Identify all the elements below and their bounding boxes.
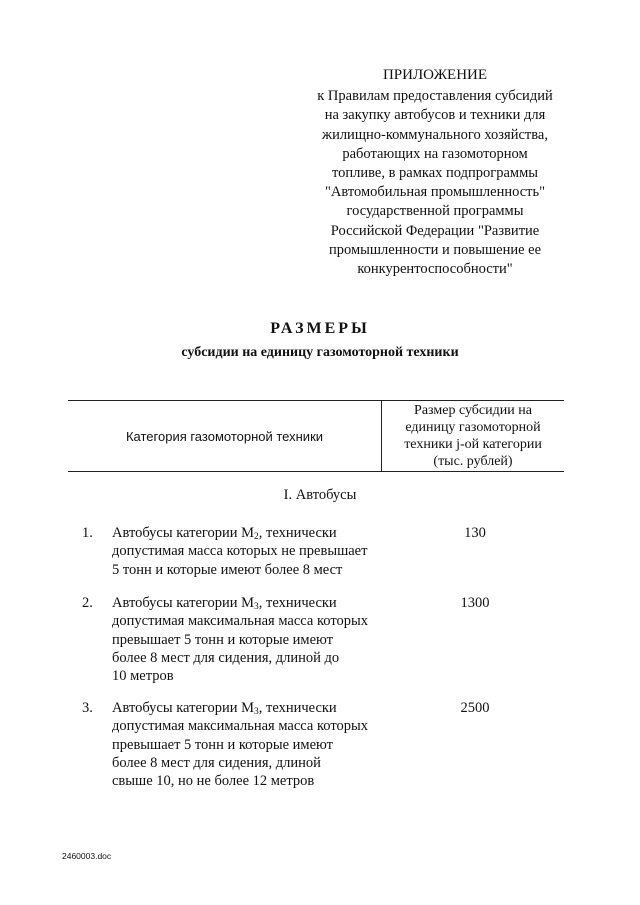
- row-prefix: Автобусы категории М: [112, 700, 255, 716]
- row-line: допустимая максимальная масса которых: [112, 613, 368, 630]
- row-value: 2500: [460, 700, 490, 716]
- row-first-line-rest: , технически: [258, 525, 337, 541]
- row-description: [112, 699, 392, 790]
- document-title: РАЗМЕРЫ: [270, 320, 370, 337]
- appendix-line: топливе, в рамках подпрограммы: [331, 165, 539, 182]
- appendix-line: работающих на газомоторном: [342, 145, 528, 162]
- category-column-header: Категория газомоторной техники: [68, 401, 382, 471]
- row-line: более 8 мест для сидения, длиной: [112, 754, 321, 771]
- appendix-line: промышленности и повышение ее: [328, 241, 542, 258]
- appendix-line: "Автомобильная промышленность": [324, 184, 546, 201]
- document-subtitle: субсидии на единицу газомоторной техники: [181, 345, 459, 360]
- row-line: более 8 мест для сидения, длиной до: [112, 649, 340, 666]
- row-first-line-rest: , технически: [258, 595, 337, 611]
- amount-header-line: (тыс. рублей): [433, 454, 513, 469]
- table-header: [68, 400, 564, 472]
- amount-header-line: Размер субсидии на: [414, 403, 532, 418]
- row-line: допустимая максимальная масса которых: [112, 718, 368, 735]
- amount-column-header: [382, 401, 564, 471]
- row-subscript: 2: [254, 532, 259, 542]
- section-heading: I. Автобусы: [283, 487, 357, 503]
- row-description: [112, 524, 392, 579]
- row-first-line-rest: , технически: [258, 700, 337, 716]
- row-line: 5 тонн и которые имеют более 8 мест: [112, 561, 343, 578]
- row-line: превышает 5 тонн и которые имеют: [112, 631, 333, 648]
- row-value: 1300: [460, 595, 490, 611]
- row-subscript: 3: [254, 602, 259, 612]
- row-value: 130: [464, 525, 486, 541]
- amount-header-line: техники j-ой категории: [404, 437, 542, 452]
- row-prefix: Автобусы категории М: [112, 595, 255, 611]
- row-description: [112, 594, 392, 685]
- appendix-line: на закупку автобусов и техники для: [324, 107, 546, 124]
- row-number: 2.: [82, 595, 93, 611]
- appendix-line: конкурентоспособности": [357, 261, 513, 278]
- appendix-line: к Правилам предоставления субсидий: [317, 88, 553, 105]
- appendix-line: жилищно-коммунального хозяйства,: [322, 126, 548, 143]
- amount-header-line: единицу газомоторной: [405, 420, 541, 435]
- appendix-block: [300, 66, 570, 279]
- row-number: 3.: [82, 700, 93, 716]
- row-subscript: 3: [254, 707, 259, 717]
- row-number: 1.: [82, 525, 93, 541]
- file-name-footer: 2460003.doc: [62, 851, 112, 861]
- appendix-line: Российской Федерации "Развитие: [330, 222, 540, 239]
- row-line: допустимая масса которых не превышает: [112, 543, 368, 560]
- row-line: свыше 10, но не более 12 метров: [112, 773, 315, 790]
- row-line: превышает 5 тонн и которые имеют: [112, 736, 333, 753]
- row-prefix: Автобусы категории М: [112, 525, 255, 541]
- appendix-heading: ПРИЛОЖЕНИЕ: [382, 67, 488, 83]
- row-line: 10 метров: [112, 668, 174, 685]
- appendix-line: государственной программы: [346, 203, 524, 220]
